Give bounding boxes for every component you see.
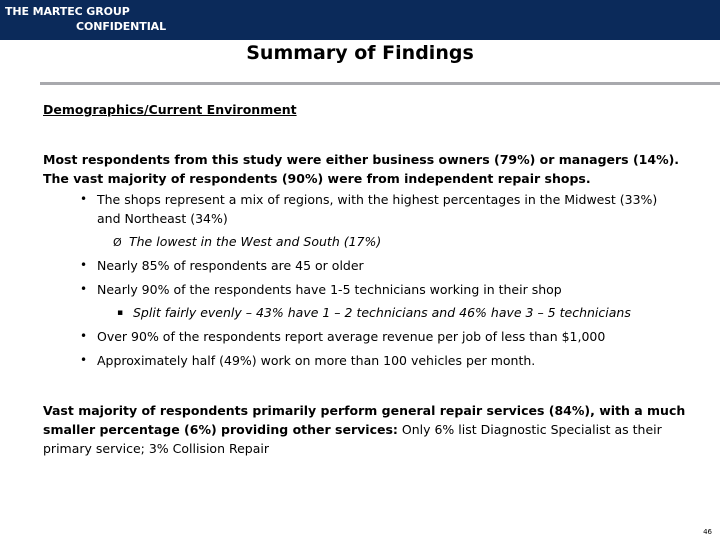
bullet-item [80,327,680,346]
paragraph-plain-text: Only 6% list Diagnostic Specialist as their primary service; 3% Collision Repair [43,422,662,456]
paragraph-bold-text: Vast majority of respondents primarily perform general repair services (84%), with a much smaller percentage (6%) providing other services: [43,403,686,437]
bullet-marker: • [80,258,88,272]
bullet-marker: • [80,192,88,206]
bullet-marker: • [80,353,88,367]
bullet-marker: • [80,329,88,343]
sub-bullet-item [117,303,637,322]
bullet-item [80,190,680,228]
summary-paragraph-2 [43,401,693,458]
summary-paragraph-1: Most respondents from this study were either business owners (79%) or managers (14%). The vast majority of respondents (90%) were from independent repair shops. [43,152,680,186]
sub-bullet-text: The lowest in the West and South (17%) [129,234,382,249]
bullet-text: Approximately half (49%) work on more than 100 vehicles per month. [97,353,536,368]
bullet-text: Nearly 90% of the respondents have 1-5 technicians working in their shop [97,282,562,297]
slide-title: Summary of Findings [246,42,474,64]
bullet-item [80,351,680,370]
bullet-marker: • [80,282,88,296]
bullet-text: The shops represent a mix of regions, with the highest percentages in the Midwest (33%) and Northeast (34%) [97,192,658,226]
page-number: 46 [703,528,712,536]
sub-bullet-item [113,232,613,251]
company-name: THE MARTEC GROUP [5,5,130,18]
bullet-item [80,256,680,275]
header-bar [0,0,720,40]
arrow-bullet-icon: Ø [113,236,122,249]
confidential-label: CONFIDENTIAL [76,20,167,33]
title-divider [40,82,720,85]
square-bullet-icon: ▪ [117,308,124,318]
bullet-item [80,280,680,299]
bullet-text: Nearly 85% of respondents are 45 or older [97,258,364,273]
bullet-text: Over 90% of the respondents report average revenue per job of less than $1,000 [97,329,606,344]
section-heading: Demographics/Current Environment [43,102,297,117]
sub-bullet-text: Split fairly evenly – 43% have 1 – 2 technicians and 46% have 3 – 5 technicians [133,305,631,320]
